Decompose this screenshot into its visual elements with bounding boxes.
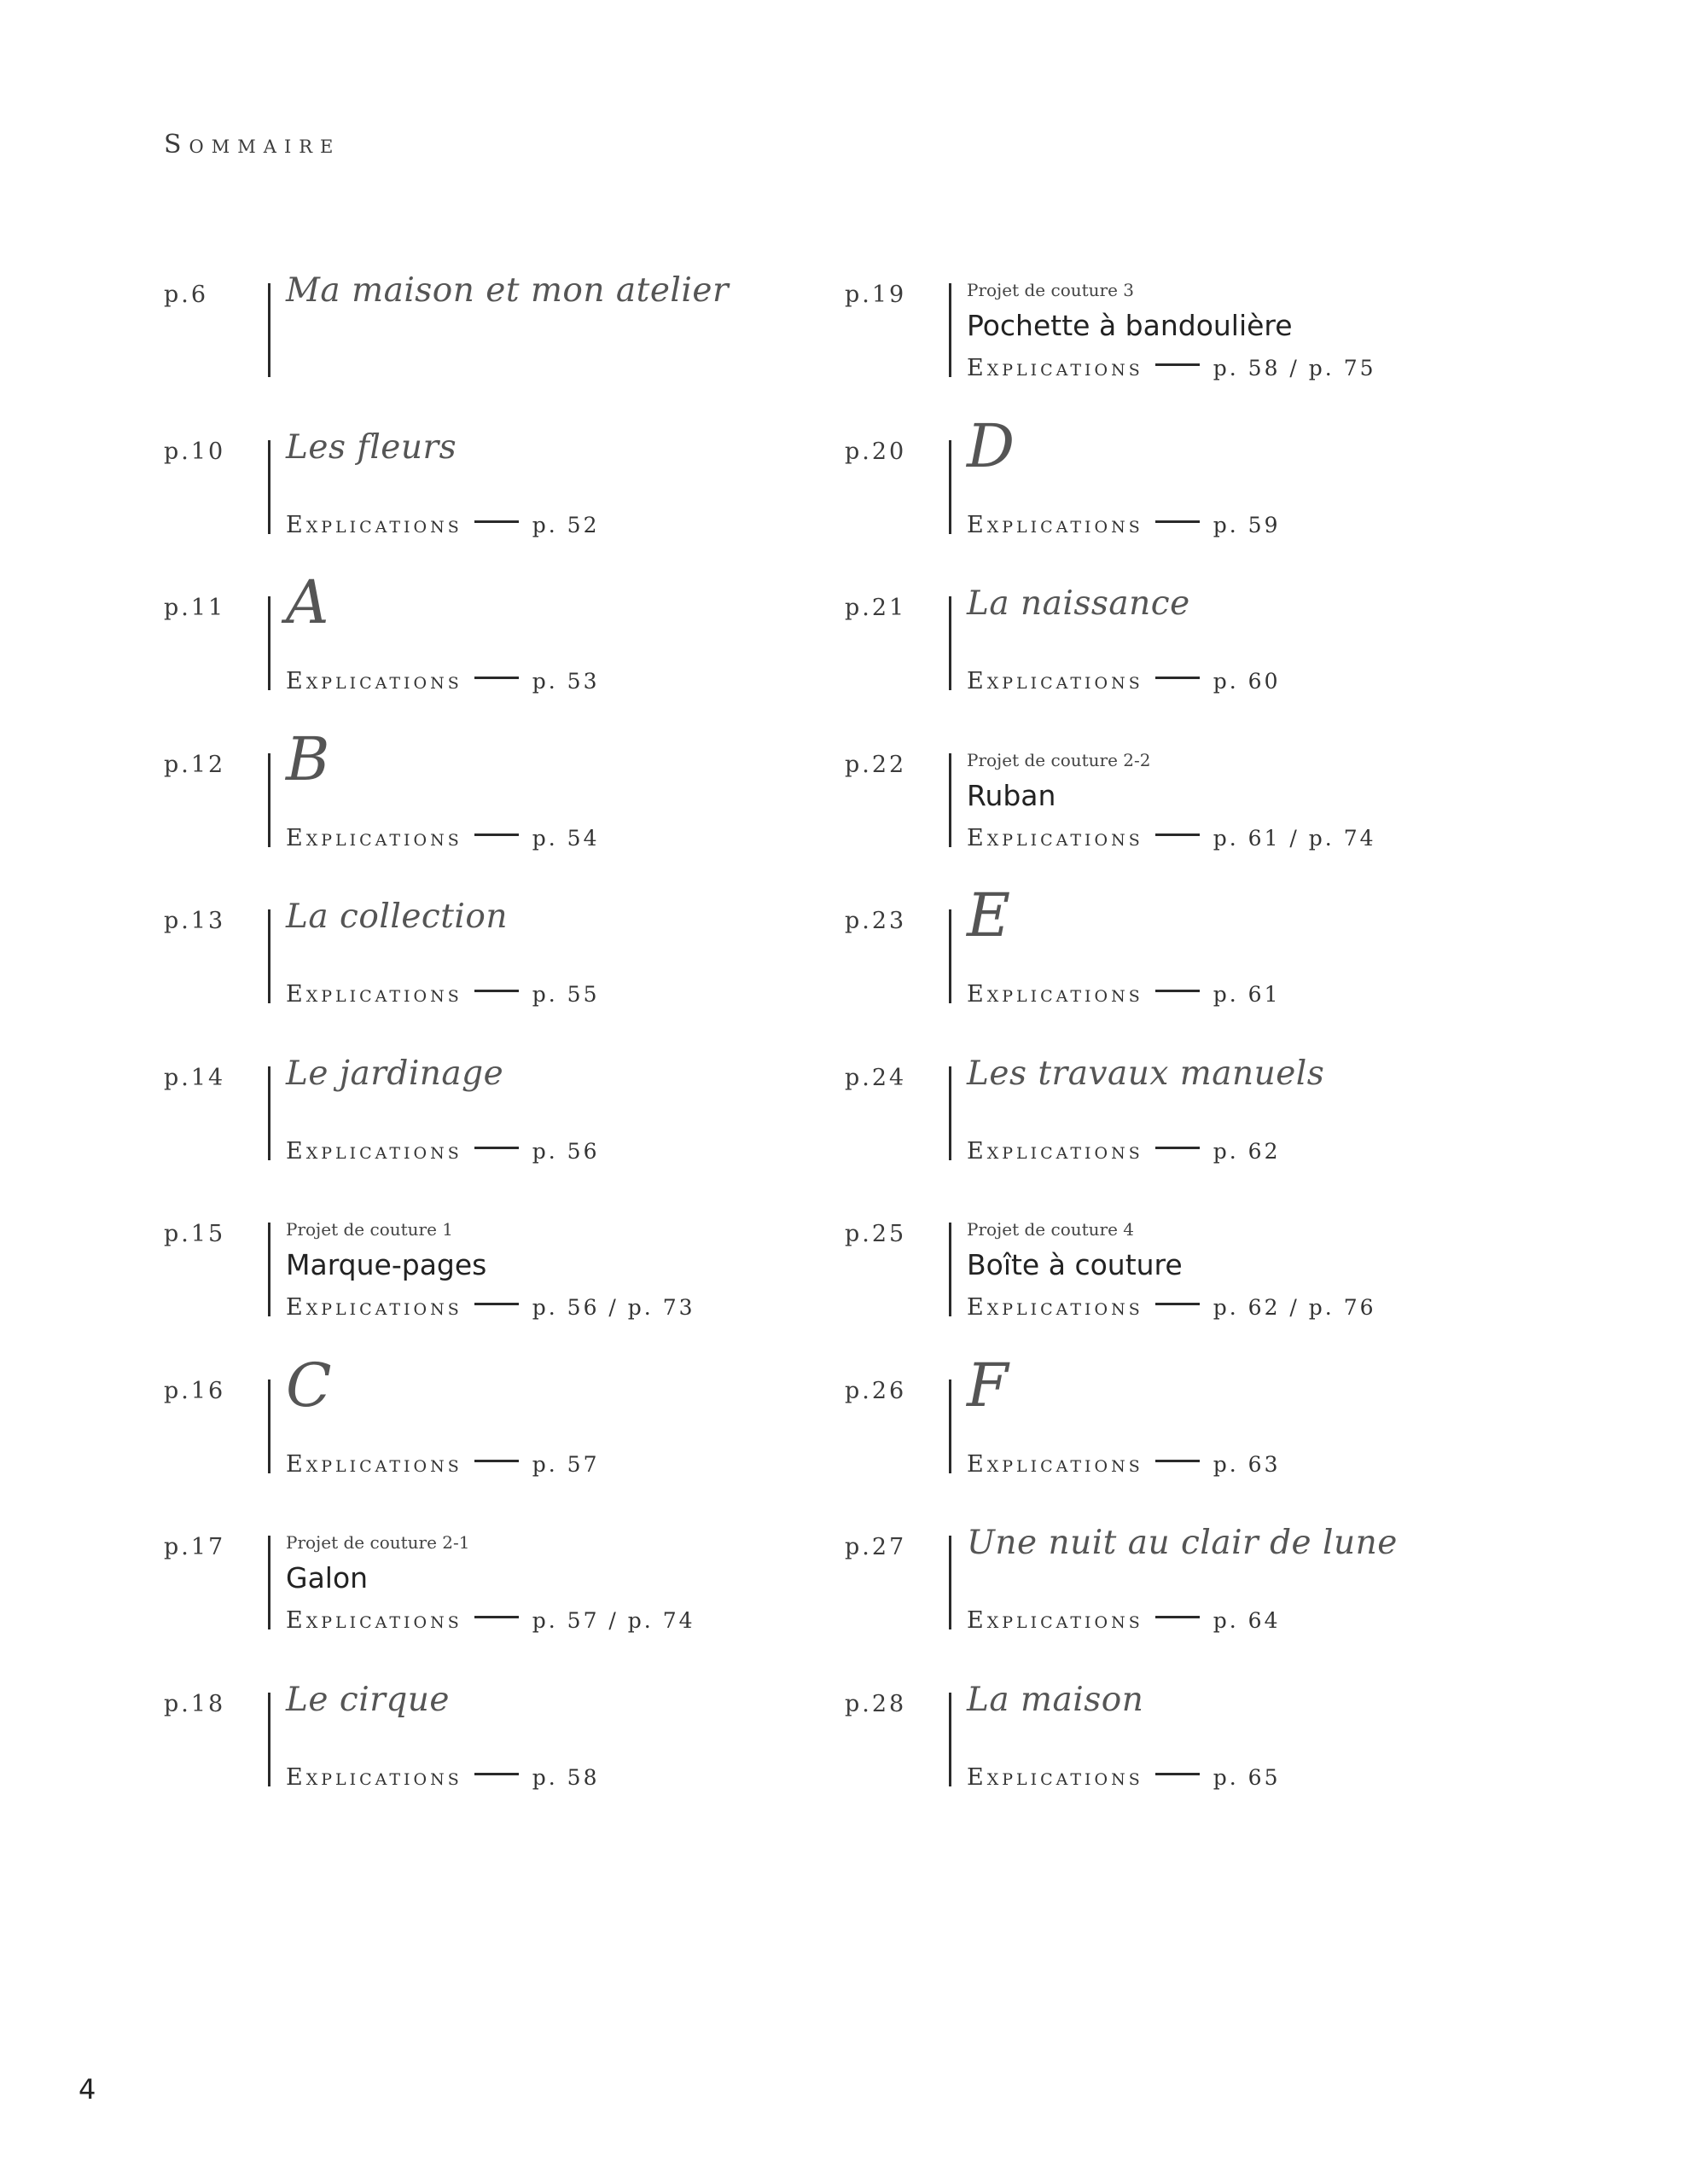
explications-page-ref: p. 64: [1213, 1608, 1281, 1633]
toc-title: La collection: [286, 897, 508, 936]
toc-entry-content: [967, 880, 1579, 1009]
vertical-rule: [949, 283, 951, 377]
explications-page-ref: p. 63: [1213, 1451, 1281, 1477]
toc-entry-content: [967, 1350, 1579, 1479]
toc-entry-content: [967, 1216, 1579, 1322]
dash-rule: [1155, 1616, 1200, 1618]
dash-rule: [1155, 520, 1200, 523]
dash-rule: [474, 1303, 519, 1305]
explications-label: Explications: [286, 1137, 462, 1165]
explications-page-ref: p. 56: [532, 1138, 600, 1164]
toc-letter-title: B: [286, 723, 330, 794]
explications-line: [967, 1138, 1280, 1165]
toc-project-title: Boîte à couture: [967, 1248, 1183, 1281]
dash-rule: [474, 1616, 519, 1618]
toc-entry-content: [967, 1054, 1579, 1166]
toc-entry-content: [286, 1680, 898, 1792]
explications-line: [967, 668, 1280, 694]
explications-page-ref: p. 59: [1213, 512, 1281, 537]
vertical-rule: [949, 909, 951, 1003]
toc-title: Les travaux manuels: [967, 1054, 1325, 1093]
explications-page-ref: p. 62: [1213, 1138, 1281, 1164]
toc-title: Le jardinage: [286, 1054, 504, 1093]
dash-rule: [474, 990, 519, 992]
explications-label: Explications: [286, 668, 462, 694]
toc-title: Les fleurs: [286, 427, 457, 467]
toc-entry: [845, 746, 1579, 903]
toc-entry: [164, 1216, 898, 1373]
explications-label: Explications: [286, 981, 462, 1008]
explications-page-ref: p. 58: [532, 1764, 600, 1790]
vertical-rule: [949, 1693, 951, 1786]
dash-rule: [474, 834, 519, 836]
toc-entry-content: [967, 1524, 1579, 1635]
toc-entry: [845, 1350, 1579, 1530]
dash-rule: [1155, 1147, 1200, 1149]
explications-label: Explications: [967, 1450, 1143, 1478]
toc-entry-content: [967, 746, 1579, 853]
explications-line: [286, 1138, 599, 1165]
explications-page-ref: p. 52: [532, 512, 600, 537]
explications-line: [286, 668, 599, 694]
explications-line: [967, 825, 1376, 851]
explications-line: [286, 825, 599, 851]
toc-column-left: [164, 271, 898, 1842]
toc-page-number: p.15: [164, 1221, 226, 1247]
explications-page-ref: p. 62 / p. 76: [1213, 1295, 1376, 1320]
toc-entry-content: [967, 584, 1579, 696]
toc-entry: [845, 1524, 1579, 1686]
vertical-rule: [268, 1066, 270, 1160]
vertical-rule: [949, 1223, 951, 1316]
explications-line: [286, 1764, 599, 1791]
page-title: Sommaire: [164, 130, 341, 160]
toc-entry: [164, 1350, 898, 1530]
vertical-rule: [268, 596, 270, 690]
toc-title: La naissance: [967, 584, 1190, 623]
toc-project-title: Pochette à bandoulière: [967, 309, 1293, 342]
toc-letter-title: D: [967, 410, 1015, 481]
explications-page-ref: p. 61 / p. 74: [1213, 825, 1376, 851]
toc-title: La maison: [967, 1680, 1144, 1719]
toc-page-number: p.20: [845, 438, 907, 465]
toc-project-kicker: Projet de couture 2-1: [286, 1532, 470, 1553]
explications-page-ref: p. 61: [1213, 982, 1281, 1007]
toc-entry: [164, 723, 898, 903]
toc-page-number: p.22: [845, 751, 907, 778]
toc-entry: [164, 427, 898, 590]
toc-project-title: Galon: [286, 1561, 369, 1594]
explications-line: [967, 1764, 1280, 1791]
explications-line: [967, 981, 1280, 1008]
toc-page-number: p.17: [164, 1534, 226, 1560]
toc-entry-content: [967, 276, 1579, 383]
toc-entry-content: [286, 271, 898, 383]
toc-page-number: p.27: [845, 1534, 907, 1560]
explications-label: Explications: [286, 511, 462, 538]
toc-entry: [845, 1054, 1579, 1217]
explications-label: Explications: [967, 824, 1143, 851]
explications-page-ref: p. 56 / p. 73: [532, 1295, 695, 1320]
explications-line: [967, 355, 1376, 381]
toc-entry-content: [286, 723, 898, 853]
dash-rule: [474, 1147, 519, 1149]
explications-label: Explications: [286, 1450, 462, 1478]
explications-line: [286, 981, 599, 1008]
dash-rule: [1155, 990, 1200, 992]
toc-page-number: p.26: [845, 1377, 907, 1404]
toc-entry-content: [286, 1350, 898, 1479]
explications-page-ref: p. 58 / p. 75: [1213, 356, 1376, 380]
toc-entry-content: [967, 1680, 1579, 1792]
toc-project-title: Marque-pages: [286, 1248, 487, 1281]
dash-rule: [1155, 834, 1200, 836]
toc-entry-content: [286, 897, 898, 1009]
toc-entry: [845, 1680, 1579, 1843]
vertical-rule: [949, 596, 951, 690]
toc-letter-title: A: [286, 567, 329, 637]
vertical-rule: [268, 1693, 270, 1786]
page-number: 4: [79, 2073, 96, 2106]
explications-line: [967, 512, 1280, 538]
toc-entry: [845, 410, 1579, 590]
dash-rule: [474, 520, 519, 523]
toc-entry-content: [286, 1216, 898, 1322]
explications-label: Explications: [967, 1763, 1143, 1791]
vertical-rule: [268, 440, 270, 534]
toc-page-number: p.11: [164, 595, 226, 621]
toc-title: Le cirque: [286, 1680, 450, 1719]
dash-rule: [474, 1460, 519, 1462]
toc-entry: [164, 897, 898, 1060]
explications-label: Explications: [286, 1763, 462, 1791]
dash-rule: [1155, 1460, 1200, 1462]
toc-letter-title: C: [286, 1350, 332, 1420]
explications-label: Explications: [286, 1607, 462, 1634]
toc-entry-content: [286, 567, 898, 696]
explications-page-ref: p. 60: [1213, 669, 1281, 694]
toc-entry-content: [967, 410, 1579, 540]
toc-entry: [845, 584, 1579, 746]
explications-line: [967, 1607, 1280, 1634]
explications-line: [286, 1451, 599, 1478]
toc-entry: [845, 276, 1579, 433]
toc-page-number: p.13: [164, 908, 226, 934]
toc-entry: [164, 1054, 898, 1217]
dash-rule: [1155, 1773, 1200, 1775]
explications-line: [967, 1294, 1376, 1321]
explications-label: Explications: [286, 824, 462, 851]
vertical-rule: [949, 1380, 951, 1473]
explications-page-ref: p. 65: [1213, 1764, 1281, 1790]
toc-entry: [845, 880, 1579, 1060]
explications-line: [967, 1451, 1280, 1478]
dash-rule: [1155, 677, 1200, 679]
vertical-rule: [268, 283, 270, 377]
explications-page-ref: p. 57 / p. 74: [532, 1608, 695, 1633]
explications-page-ref: p. 54: [532, 825, 600, 851]
toc-letter-title: F: [967, 1350, 1009, 1420]
toc-column-right: [845, 276, 1579, 1842]
explications-label: Explications: [967, 1294, 1143, 1321]
dash-rule: [474, 677, 519, 679]
toc-entry-content: [286, 1529, 898, 1635]
explications-line: [286, 512, 599, 538]
explications-label: Explications: [967, 511, 1143, 538]
explications-label: Explications: [967, 1607, 1143, 1634]
explications-page-ref: p. 57: [532, 1451, 600, 1477]
vertical-rule: [268, 753, 270, 847]
explications-page-ref: p. 55: [532, 982, 600, 1007]
vertical-rule: [949, 440, 951, 534]
explications-label: Explications: [286, 1294, 462, 1321]
dash-rule: [1155, 1303, 1200, 1305]
vertical-rule: [949, 1536, 951, 1629]
toc-title: Ma maison et mon atelier: [286, 271, 730, 310]
explications-page-ref: p. 53: [532, 669, 600, 694]
explications-line: [286, 1607, 695, 1634]
toc-project-kicker: Projet de couture 4: [967, 1219, 1135, 1240]
toc-letter-title: E: [967, 880, 1011, 950]
toc-page-number: p.18: [164, 1690, 226, 1717]
toc-project-title: Ruban: [967, 778, 1056, 812]
explications-label: Explications: [967, 1137, 1143, 1165]
toc-page-number: p.28: [845, 1690, 907, 1717]
toc-page-number: p.16: [164, 1377, 226, 1404]
dash-rule: [1155, 363, 1200, 366]
explications-label: Explications: [967, 668, 1143, 694]
explications-label: Explications: [967, 981, 1143, 1008]
toc-page-number: p.24: [845, 1064, 907, 1091]
vertical-rule: [949, 753, 951, 847]
toc-entry-content: [286, 427, 898, 540]
toc-entry: [164, 1680, 898, 1843]
vertical-rule: [268, 1223, 270, 1316]
toc-page-number: p.10: [164, 438, 226, 465]
toc-project-kicker: Projet de couture 1: [286, 1219, 454, 1240]
toc-project-kicker: Projet de couture 2-2: [967, 749, 1151, 770]
vertical-rule: [268, 1536, 270, 1629]
toc-title: Une nuit au clair de lune: [967, 1524, 1398, 1562]
toc-page-number: p.25: [845, 1221, 907, 1247]
toc-entry: [164, 1529, 898, 1686]
toc-page-number: p.19: [845, 282, 907, 308]
toc-page-number: p.14: [164, 1064, 226, 1091]
toc-page-number: p.12: [164, 751, 226, 778]
toc-entry-content: [286, 1054, 898, 1166]
explications-line: [286, 1294, 695, 1321]
toc-page-number: p.6: [164, 282, 209, 308]
vertical-rule: [949, 1066, 951, 1160]
toc-project-kicker: Projet de couture 3: [967, 280, 1135, 300]
dash-rule: [474, 1773, 519, 1775]
toc-entry: [164, 271, 898, 433]
vertical-rule: [268, 1380, 270, 1473]
toc-page-number: p.21: [845, 595, 907, 621]
toc-entry: [845, 1216, 1579, 1373]
vertical-rule: [268, 909, 270, 1003]
explications-label: Explications: [967, 355, 1143, 381]
toc-page-number: p.23: [845, 908, 907, 934]
toc-entry: [164, 567, 898, 746]
